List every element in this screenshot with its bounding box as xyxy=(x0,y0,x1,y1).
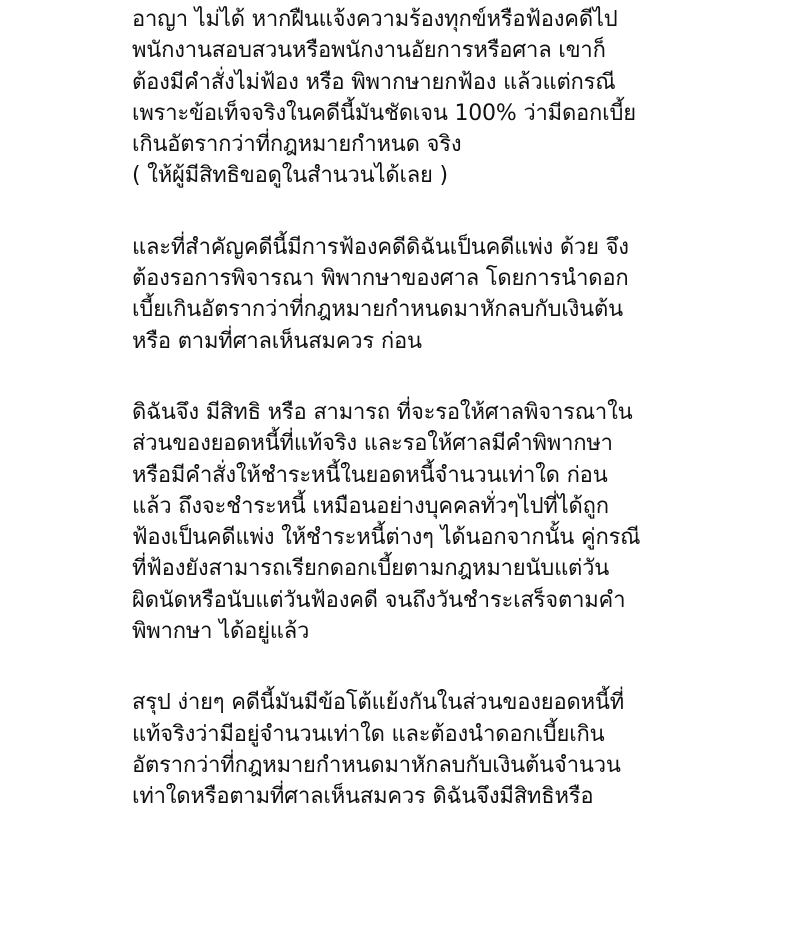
text-line: ต้องรอการพิจารณา พิพากษาของศาล โดยการนำดอก xyxy=(132,266,629,292)
document-body xyxy=(132,4,772,853)
text-line: ส่วนของยอดหนี้ที่แท้จริง และรอให้ศาลมีคำพิพากษา xyxy=(132,431,613,457)
text-line: ฟ้องเป็นคดีแพ่ง ให้ชำระหนี้ต่างๆ ได้นอกจากนั้น คู่กรณี xyxy=(132,525,641,551)
text-line: ผิดนัดหรือนับแต่วันฟ้องคดี จนถึงวันชำระเสร็จตามคำ xyxy=(132,587,626,613)
text-line: เท่าใดหรือตามที่ศาลเห็นสมควร ดิฉันจึงมีสิทธิหรือ xyxy=(132,784,594,810)
paragraph-4 xyxy=(132,687,772,812)
text-line: แล้ว ถึงจะชำระหนี้ เหมือนอย่างบุคคลทั่วๆไปที่ได้ถูก xyxy=(132,493,609,519)
text-line: ( ให้ผู้มีสิทธิขอดูในสำนวนได้เลย ) xyxy=(132,163,448,189)
text-line: เบี้ยเกินอัตรากว่าที่กฎหมายกำหนดมาหักลบกับเงินต้น xyxy=(132,297,623,323)
text-line: พนักงานสอบสวนหรือพนักงานอัยการหรือศาล เขาก็ xyxy=(132,38,606,64)
text-line: อัตรากว่าที่กฎหมายกำหนดมาหักลบกับเงินต้นจำนวน xyxy=(132,752,621,778)
text-line: หรือ ตามที่ศาลเห็นสมควร ก่อน xyxy=(132,328,422,354)
paragraph-3 xyxy=(132,397,772,647)
text-line: เพราะข้อเท็จจริงในคดีนี้มันชัดเจน 100% ว่ามีดอกเบี้ย xyxy=(132,100,636,126)
text-line: ดิฉันจึง มีสิทธิ หรือ สามารถ ที่จะรอให้ศาลพิจารณาใน xyxy=(132,399,633,425)
paragraph-1 xyxy=(132,4,772,192)
text-line: สรุป ง่ายๆ คดีนี้มันมีข้อโต้แย้งกันในส่วนของยอดหนี้ที่ xyxy=(132,690,625,716)
paragraph-2 xyxy=(132,232,772,357)
text-line: พิพากษา ได้อยู่แล้ว xyxy=(132,619,310,645)
text-line: เกินอัตรากว่าที่กฎหมายกำหนด จริง xyxy=(132,132,462,158)
text-line: แท้จริงว่ามีอยู่จำนวนเท่าใด และต้องนำดอกเบี้ยเกิน xyxy=(132,721,605,747)
text-line: และที่สำคัญคดีนี้มีการฟ้องคดีดิฉันเป็นคดีแพ่ง ด้วย จึง xyxy=(132,234,629,260)
text-line: ต้องมีคำสั่งไม่ฟ้อง หรือ พิพากษายกฟ้อง แล้วแต่กรณี xyxy=(132,69,616,95)
text-line: อาญา ไม่ได้ หากฝืนแจ้งความร้องทุกข์หรือฟ้องคดีไป xyxy=(132,7,618,32)
text-line: หรือมีคำสั่งให้ชำระหนี้ในยอดหนี้จำนวนเท่าใด ก่อน xyxy=(132,462,608,488)
text-line: ที่ฟ้องยังสามารถเรียกดอกเบี้ยตามกฎหมายนับแต่วัน xyxy=(132,556,610,582)
